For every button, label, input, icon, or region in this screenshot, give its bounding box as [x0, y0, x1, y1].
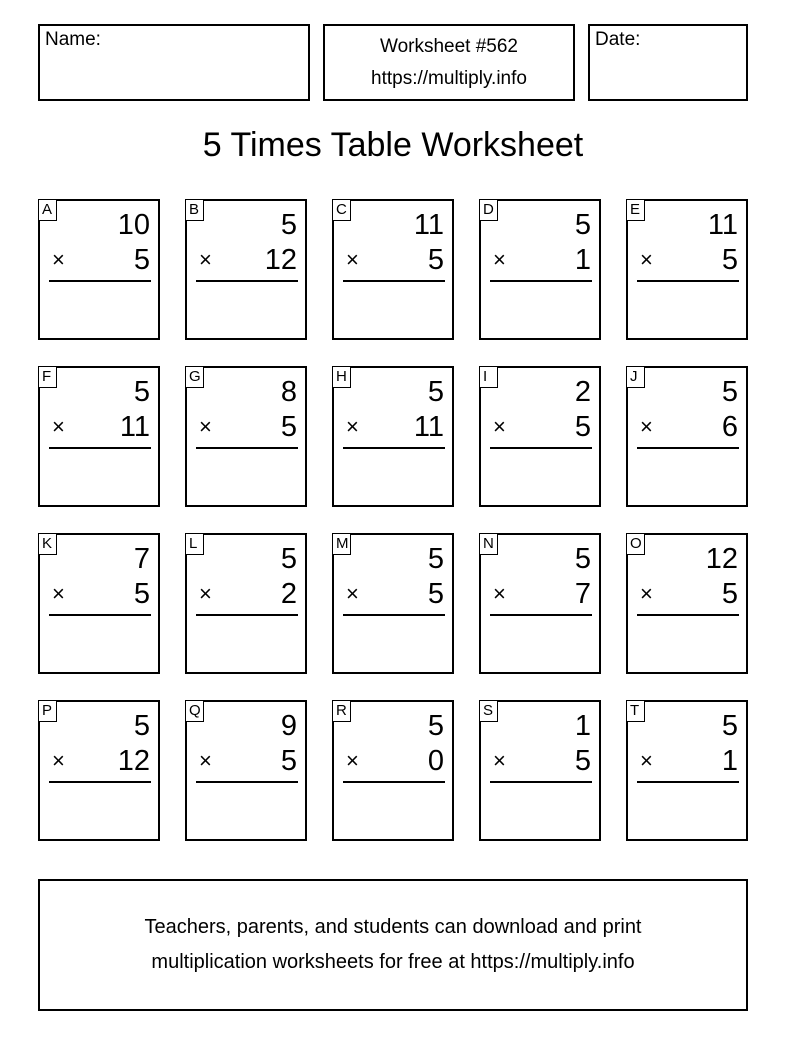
answer-rule: [196, 614, 298, 616]
problem-letter: C: [332, 199, 351, 221]
answer-rule: [490, 614, 592, 616]
multiplier: 5: [574, 745, 591, 777]
multiplier: 0: [427, 745, 444, 777]
times-sign: ×: [346, 748, 359, 773]
answer-rule: [637, 280, 739, 282]
problem-card: [479, 366, 601, 507]
answer-rule: [490, 280, 592, 282]
times-sign: ×: [640, 581, 653, 606]
answer-rule: [196, 447, 298, 449]
answer-rule: [637, 781, 739, 783]
multiplier: 5: [133, 578, 150, 610]
answer-rule: [49, 614, 151, 616]
answer-rule: [637, 614, 739, 616]
problem-letter: F: [38, 366, 57, 388]
multiplicand: 5: [574, 209, 591, 241]
times-sign: ×: [199, 748, 212, 773]
date-label: Date:: [595, 29, 641, 50]
multiplicand: 5: [280, 209, 297, 241]
problem-letter: Q: [185, 700, 204, 722]
multiplier: 6: [721, 411, 738, 443]
problem-letter: H: [332, 366, 351, 388]
times-sign: ×: [52, 414, 65, 439]
multiplicand: 11: [413, 209, 444, 241]
multiplier: 11: [413, 411, 444, 443]
footer-box: [38, 879, 748, 1011]
problem-letter: S: [479, 700, 498, 722]
times-sign: ×: [640, 247, 653, 272]
answer-rule: [490, 781, 592, 783]
answer-rule: [343, 614, 445, 616]
multiplier: 5: [427, 578, 444, 610]
worksheet-number: Worksheet #562: [379, 36, 518, 57]
times-sign: ×: [640, 748, 653, 773]
multiplicand: 5: [133, 376, 150, 408]
multiplier: 11: [119, 411, 150, 443]
answer-rule: [49, 781, 151, 783]
problem-card: [332, 199, 454, 340]
multiplier: 5: [280, 745, 297, 777]
multiplicand: 5: [280, 543, 297, 575]
times-sign: ×: [493, 414, 506, 439]
times-sign: ×: [52, 581, 65, 606]
problem-letter: T: [626, 700, 645, 722]
problem-card: [479, 700, 601, 841]
problem-card: [185, 700, 307, 841]
problem-letter: R: [332, 700, 351, 722]
multiplier: 5: [574, 411, 591, 443]
problem-letter: A: [38, 199, 57, 221]
times-sign: ×: [199, 581, 212, 606]
multiplicand: 12: [705, 543, 738, 575]
problem-card: [626, 533, 748, 674]
problem-letter: L: [185, 533, 204, 555]
times-sign: ×: [199, 414, 212, 439]
problem-letter: E: [626, 199, 645, 221]
answer-rule: [343, 280, 445, 282]
problem-card: [479, 199, 601, 340]
footer-line-2: multiplication worksheets for free at https://multiply.info: [151, 951, 635, 973]
answer-rule: [343, 781, 445, 783]
answer-rule: [196, 280, 298, 282]
multiplicand: 8: [280, 376, 297, 408]
answer-rule: [49, 280, 151, 282]
page-title: 5 Times Table Worksheet: [202, 126, 584, 164]
multiplier: 1: [721, 745, 738, 777]
times-sign: ×: [493, 247, 506, 272]
multiplier: 1: [574, 244, 591, 276]
multiplicand: 2: [574, 376, 591, 408]
times-sign: ×: [346, 581, 359, 606]
multiplicand: 5: [427, 710, 444, 742]
answer-rule: [490, 447, 592, 449]
problem-card: [332, 533, 454, 674]
problem-letter: O: [626, 533, 645, 555]
multiplier: 5: [427, 244, 444, 276]
multiplier: 5: [721, 578, 738, 610]
multiplier: 12: [117, 745, 150, 777]
problem-letter: M: [332, 533, 351, 555]
problem-card: [38, 199, 160, 340]
multiplicand: 1: [574, 710, 591, 742]
multiplicand: 9: [280, 710, 297, 742]
problem-card: [332, 700, 454, 841]
multiplicand: 7: [133, 543, 150, 575]
problem-letter: I: [479, 366, 498, 388]
times-sign: ×: [199, 247, 212, 272]
multiplicand: 11: [707, 209, 738, 241]
multiplicand: 5: [721, 376, 738, 408]
answer-rule: [49, 447, 151, 449]
times-sign: ×: [346, 414, 359, 439]
multiplier: 7: [574, 578, 591, 610]
multiplier: 12: [264, 244, 297, 276]
answer-rule: [637, 447, 739, 449]
times-sign: ×: [52, 247, 65, 272]
multiplicand: 10: [117, 209, 150, 241]
problem-letter: D: [479, 199, 498, 221]
problem-letter: K: [38, 533, 57, 555]
worksheet-url[interactable]: https://multiply.info: [371, 68, 527, 89]
footer-line-1: Teachers, parents, and students can download and print: [144, 916, 642, 938]
problem-card: [626, 366, 748, 507]
times-sign: ×: [493, 581, 506, 606]
problem-card: [332, 366, 454, 507]
problem-letter: P: [38, 700, 57, 722]
answer-rule: [343, 447, 445, 449]
multiplier: 2: [280, 578, 297, 610]
problem-card: [38, 700, 160, 841]
multiplicand: 5: [133, 710, 150, 742]
name-label: Name:: [45, 29, 101, 50]
multiplicand: 5: [721, 710, 738, 742]
times-sign: ×: [52, 748, 65, 773]
problem-card: [185, 366, 307, 507]
answer-rule: [196, 781, 298, 783]
multiplicand: 5: [427, 376, 444, 408]
problem-card: [479, 533, 601, 674]
problem-card: [185, 533, 307, 674]
problem-letter: G: [185, 366, 204, 388]
problem-letter: J: [626, 366, 645, 388]
multiplier: 5: [280, 411, 297, 443]
times-sign: ×: [346, 247, 359, 272]
problem-card: [38, 533, 160, 674]
multiplicand: 5: [427, 543, 444, 575]
problem-letter: N: [479, 533, 498, 555]
problem-letter: B: [185, 199, 204, 221]
times-sign: ×: [493, 748, 506, 773]
problem-card: [38, 366, 160, 507]
problem-card: [626, 199, 748, 340]
problem-card: [626, 700, 748, 841]
problem-card: [185, 199, 307, 340]
multiplier: 5: [133, 244, 150, 276]
times-sign: ×: [640, 414, 653, 439]
multiplier: 5: [721, 244, 738, 276]
multiplicand: 5: [574, 543, 591, 575]
